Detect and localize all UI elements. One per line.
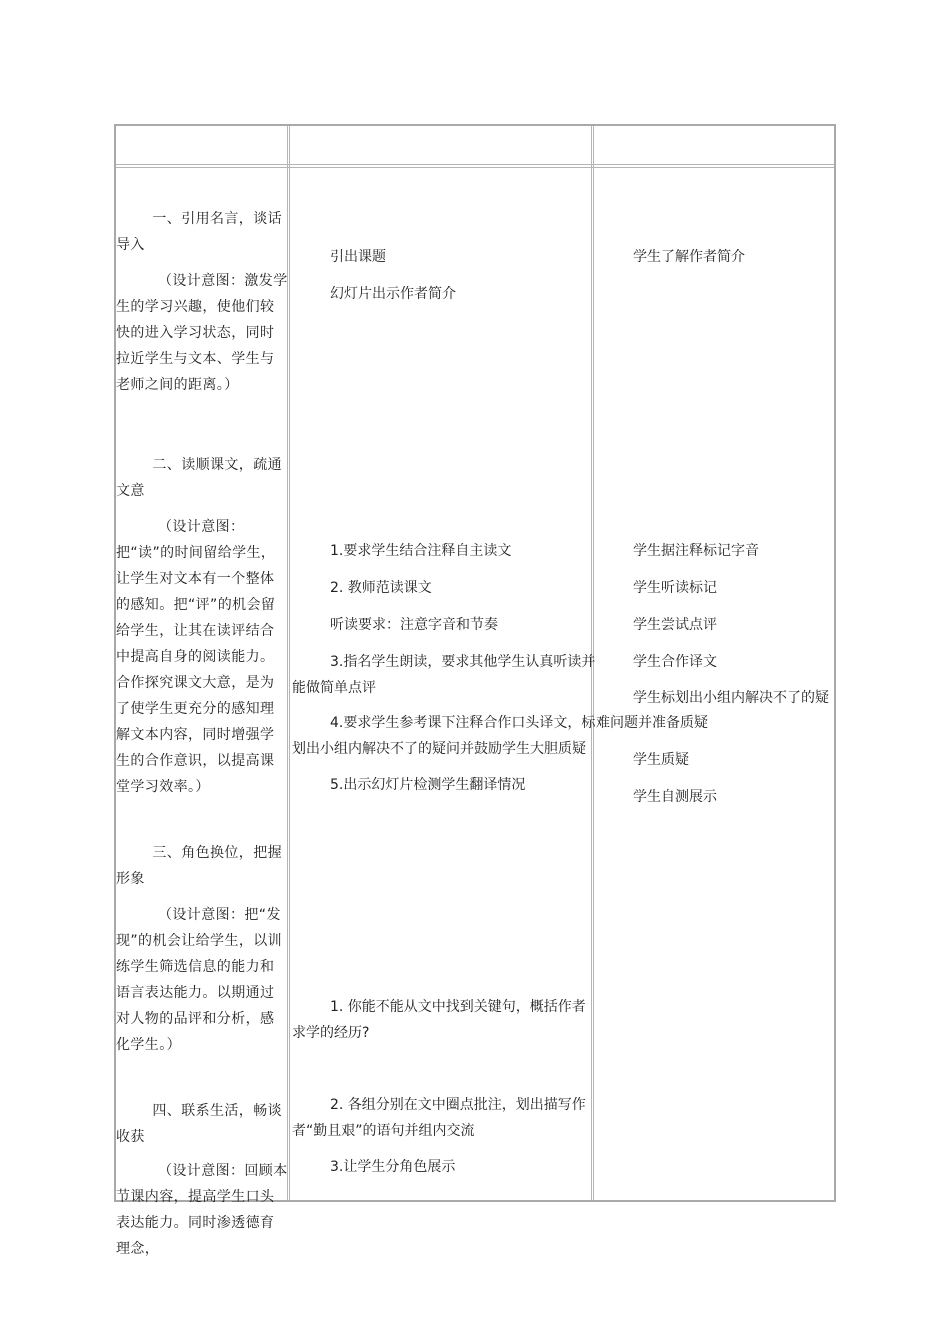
stage-2-title: 二、读顺课文，疏通文意 [116,457,282,499]
student-activity-5-line1: 学生标划出小组内解决不了的疑 [633,690,829,706]
student-activity-3: 学生尝试点评 [633,617,717,633]
stage-1-note: （设计意图：激发学生的学习兴趣，使他们较快的进入学习状态，同时拉近学生与文本、学生与老师之间的距离。） [116,273,288,393]
student-activity-6: 学生质疑 [633,752,689,768]
teacher-activity-intro-title: 引出课题 [330,249,386,265]
stage-3-title: 三、角色换位，把握形象 [116,845,282,887]
teacher-question-3: 3.让学生分角色展示 [330,1159,456,1175]
teacher-question-2-line1: 2. 各组分别在文中圈点批注，划出描写作 [330,1097,586,1113]
stage-2-note: （设计意图：把“读”的时间留给学生，让学生对文本有一个整体的感知。把“评”的机会留给学生，让其在读评结合中提高自身的阅读能力。合作探究课文大意，是为了使学生更充分的感知理解文本内容，同时增强学生的合作意识，以提高课堂学习效率。） [116,519,276,795]
teacher-activity-3-line1: 3.指名学生朗读，要求其他学生认真听读并 [330,654,596,670]
teacher-activity-slide-author: 幻灯片出示作者简介 [330,286,456,302]
header-row-divider [116,164,834,168]
teacher-activity-4-line2: 划出小组内解决不了的疑问并鼓励学生大胆质疑 [292,741,586,757]
teacher-activity-listen-req: 听读要求：注意字音和节奏 [330,617,498,633]
student-activity-7: 学生自测展示 [633,789,717,805]
student-activity-2: 学生听读标记 [633,580,717,596]
stage-1-title: 一、引用名言，谈话导入 [116,211,282,253]
student-activity-author: 学生了解作者简介 [633,249,745,265]
teacher-question-1-line1: 1. 你能不能从文中找到关键句，概括作者 [330,999,586,1015]
teacher-activity-2: 2. 教师范读课文 [330,580,432,596]
teacher-activity-3-line2: 能做简单点评 [292,680,376,696]
teacher-activity-5: 5.出示幻灯片检测学生翻译情况 [330,777,526,793]
student-activity-1: 学生据注释标记字音 [633,543,759,559]
teacher-activity-1: 1.要求学生结合注释自主读文 [330,543,512,559]
teacher-activity-4-line1: 4.要求学生参考课下注释合作口头译文，标 [330,715,596,731]
teacher-question-1-line2: 求学的经历? [292,1025,370,1041]
stage-3-note: （设计意图：把“发现”的机会让给学生，以训练学生筛选信息的能力和语言表达能力。以期通过对人物的品评和分析，感化学生。） [116,907,283,1053]
stage-column [116,200,288,1262]
stage-4-note: （设计意图：回顾本节课内容，提高学生口头表达能力。同时渗透德育理念， [116,1163,288,1257]
stage-4-title: 四、联系生活，畅谈收获 [116,1103,282,1145]
teacher-question-2-line2: 者“勤且艰”的语句并组内交流 [292,1123,475,1139]
student-activity-5-line2: 难问题并准备质疑 [596,715,708,731]
student-activity-4: 学生合作译文 [633,654,717,670]
